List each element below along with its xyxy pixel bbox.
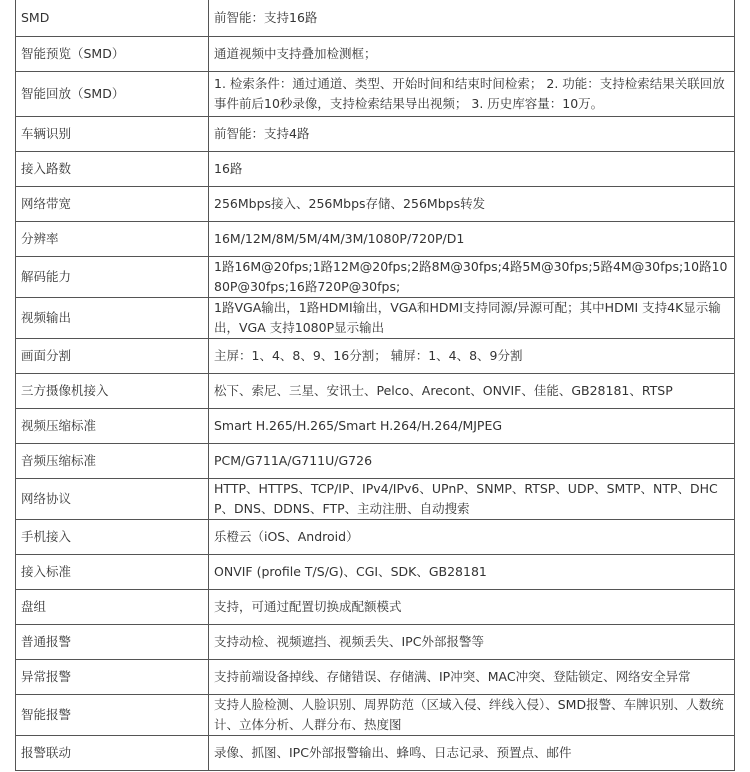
spec-row xyxy=(16,339,735,374)
spec-table-body xyxy=(16,0,735,771)
spec-row xyxy=(16,257,735,298)
spec-value: 支持人脸检测、人脸识别、周界防范（区域入侵、绊线入侵）、SMD报警、车牌识别、人数统计、立体分析、人群分布、热度图 xyxy=(209,695,735,736)
spec-row xyxy=(16,660,735,695)
spec-label: 分辨率 xyxy=(16,222,209,257)
spec-label: 画面分割 xyxy=(16,339,209,374)
spec-row xyxy=(16,590,735,625)
spec-value: 通道视频中支持叠加检测框； xyxy=(209,37,735,72)
spec-row xyxy=(16,625,735,660)
spec-label: 盘组 xyxy=(16,590,209,625)
spec-label: 视频压缩标准 xyxy=(16,409,209,444)
spec-row xyxy=(16,72,735,117)
spec-row xyxy=(16,409,735,444)
spec-value: 16路 xyxy=(209,152,735,187)
spec-label: 报警联动 xyxy=(16,736,209,771)
spec-label: 网络带宽 xyxy=(16,187,209,222)
spec-row xyxy=(16,555,735,590)
spec-value: Smart H.265/H.265/Smart H.264/H.264/MJPEG xyxy=(209,409,735,444)
spec-row xyxy=(16,152,735,187)
spec-label: 车辆识别 xyxy=(16,117,209,152)
spec-row xyxy=(16,520,735,555)
spec-value: 支持前端设备掉线、存储错误、存储满、IP冲突、MAC冲突、登陆锁定、网络安全异常 xyxy=(209,660,735,695)
spec-row xyxy=(16,117,735,152)
spec-row xyxy=(16,374,735,409)
spec-table xyxy=(15,0,735,771)
spec-value: 前智能：支持16路 xyxy=(209,0,735,37)
spec-row xyxy=(16,222,735,257)
spec-value: 前智能：支持4路 xyxy=(209,117,735,152)
spec-value: 1路VGA输出，1路HDMI输出，VGA和HDMI支持同源/异源可配；其中HDMI 支持4K显示输出，VGA 支持1080P显示输出 xyxy=(209,298,735,339)
spec-label: 接入标准 xyxy=(16,555,209,590)
spec-row xyxy=(16,695,735,736)
spec-label: 智能回放（SMD） xyxy=(16,72,209,117)
spec-row xyxy=(16,298,735,339)
spec-row xyxy=(16,187,735,222)
spec-value: 录像、抓图、IPC外部报警输出、蜂鸣、日志记录、预置点、邮件 xyxy=(209,736,735,771)
spec-value: 支持动检、视频遮挡、视频丢失、IPC外部报警等 xyxy=(209,625,735,660)
spec-value: 1路16M@20fps;1路12M@20fps;2路8M@30fps;4路5M@30fps;5路4M@30fps;10路1080P@30fps;16路720P@30fps; xyxy=(209,257,735,298)
spec-label: 智能预览（SMD） xyxy=(16,37,209,72)
spec-value: PCM/G711A/G711U/G726 xyxy=(209,444,735,479)
spec-value: HTTP、HTTPS、TCP/IP、IPv4/IPv6、UPnP、SNMP、RTSP、UDP、SMTP、NTP、DHCP、DNS、DDNS、FTP、主动注册、自动搜索 xyxy=(209,479,735,520)
spec-label: 智能报警 xyxy=(16,695,209,736)
spec-label: 接入路数 xyxy=(16,152,209,187)
spec-label: 异常报警 xyxy=(16,660,209,695)
spec-value: 乐橙云（iOS、Android） xyxy=(209,520,735,555)
spec-value: 16M/12M/8M/5M/4M/3M/1080P/720P/D1 xyxy=(209,222,735,257)
spec-row xyxy=(16,736,735,771)
spec-label: 手机接入 xyxy=(16,520,209,555)
spec-value: 1. 检索条件：通过通道、类型、开始时间和结束时间检索； 2. 功能：支持检索结果关联回放事件前后10秒录像，支持检索结果导出视频； 3. 历史库容量：10万。 xyxy=(209,72,735,117)
spec-value: 支持，可通过配置切换成配额模式 xyxy=(209,590,735,625)
spec-value: 256Mbps接入、256Mbps存储、256Mbps转发 xyxy=(209,187,735,222)
spec-row xyxy=(16,37,735,72)
spec-value: ONVIF (profile T/S/G)、CGI、SDK、GB28181 xyxy=(209,555,735,590)
spec-row xyxy=(16,0,735,37)
spec-label: 普通报警 xyxy=(16,625,209,660)
spec-label: 视频输出 xyxy=(16,298,209,339)
spec-label: 解码能力 xyxy=(16,257,209,298)
spec-value: 主屏：1、4、8、9、16分割； 辅屏：1、4、8、9分割 xyxy=(209,339,735,374)
spec-label: 三方摄像机接入 xyxy=(16,374,209,409)
spec-row xyxy=(16,479,735,520)
spec-label: SMD xyxy=(16,0,209,37)
spec-value: 松下、索尼、三星、安讯士、Pelco、Arecont、ONVIF、佳能、GB28181、RTSP xyxy=(209,374,735,409)
spec-label: 音频压缩标准 xyxy=(16,444,209,479)
spec-row xyxy=(16,444,735,479)
spec-label: 网络协议 xyxy=(16,479,209,520)
